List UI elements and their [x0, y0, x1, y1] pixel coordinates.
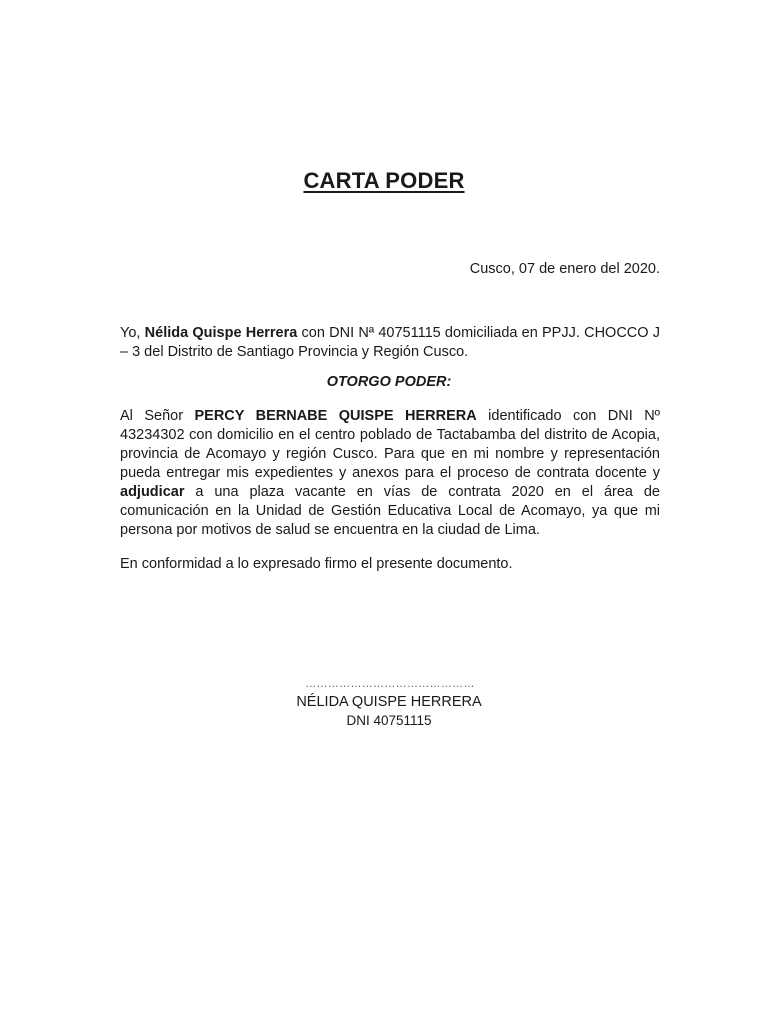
signature-dni: DNI 40751115 — [346, 713, 432, 728]
intro-prefix: Yo, — [120, 325, 145, 341]
body-part1: identificado con DNI Nº 43234302 con domicilio en el centro poblado de Tactabamba del distrito de Acopia, provincia de Acomayo y región Cusco. Para que en mi nombre y representación pueda entregar mis expedientes y anexos para el proceso de contrata docente y — [120, 408, 660, 481]
body-paragraph — [120, 407, 660, 540]
agent-name: PERCY BERNABE QUISPE HERRERA — [194, 408, 477, 424]
date-line: Cusco, 07 de enero del 2020. — [469, 261, 660, 277]
grant-heading: OTORGO PODER: — [326, 374, 452, 390]
signature-line: ……………………………………… — [305, 678, 475, 690]
intro-rest: con DNI Nª 40751115 domiciliada en PPJJ. CHOCCO J – 3 del Distrito de Santiago Provincia y Región Cusco. — [120, 325, 660, 360]
body-prefix: Al Señor — [120, 408, 195, 424]
closing-paragraph: En conformidad a lo expresado firmo el presente documento. — [120, 556, 513, 572]
body-part2: a una plaza vacante en vías de contrata 2020 en el área de comunicación en la Unidad de Gestión Educativa Local de Acomayo, ya que mi persona por motivos de salud se encuentra en la ciudad de Lima. — [120, 484, 660, 538]
document-title: CARTA PODER — [303, 168, 465, 193]
intro-paragraph — [120, 324, 660, 362]
signature-name: NÉLIDA QUISPE HERRERA — [296, 694, 482, 710]
grantor-name: Nélida Quispe Herrera — [144, 325, 298, 341]
action-word: adjudicar — [120, 484, 185, 500]
